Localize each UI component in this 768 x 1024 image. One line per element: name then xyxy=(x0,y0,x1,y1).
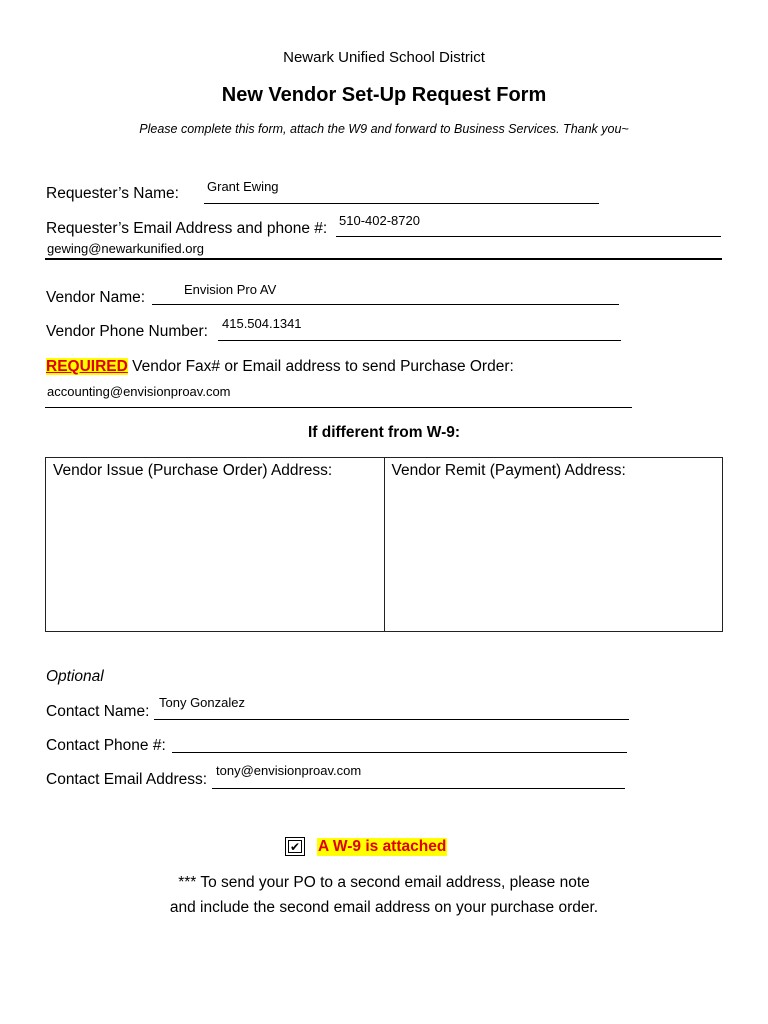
requester-name-value[interactable]: Grant Ewing xyxy=(207,179,279,194)
requester-phone-value[interactable]: 510-402-8720 xyxy=(339,213,420,228)
requester-name-label: Requester’s Name: xyxy=(46,185,179,202)
requester-phone-line xyxy=(336,236,721,237)
vendor-po-value[interactable]: accounting@envisionproav.com xyxy=(47,384,231,399)
requester-email-value[interactable]: gewing@newarkunified.org xyxy=(47,241,205,256)
requester-name-line xyxy=(204,203,599,204)
vendor-name-value[interactable]: Envision Pro AV xyxy=(184,282,277,297)
checkmark-icon: ✔ xyxy=(289,840,301,854)
vendor-po-label-row xyxy=(46,358,514,376)
footer-note-line2: and include the second email address on your purchase order. xyxy=(169,899,599,916)
requester-contact-label: Requester’s Email Address and phone #: xyxy=(46,220,328,237)
form-title: New Vendor Set-Up Request Form xyxy=(221,84,547,106)
remit-address-cell[interactable] xyxy=(384,458,723,632)
contact-name-label: Contact Name: xyxy=(46,703,150,720)
contact-email-label: Contact Email Address: xyxy=(46,771,208,788)
address-table xyxy=(45,457,723,632)
w9-attached-checkbox[interactable] xyxy=(285,837,305,856)
form-instructions: Please complete this form, attach the W9 and forward to Business Services. Thank you~ xyxy=(139,122,629,136)
issue-address-cell[interactable] xyxy=(46,458,385,632)
optional-heading: Optional xyxy=(46,668,104,685)
vendor-po-label: Vendor Fax# or Email address to send Purchase Order: xyxy=(132,358,514,375)
contact-email-value[interactable]: tony@envisionproav.com xyxy=(216,763,362,778)
vendor-name-label: Vendor Name: xyxy=(46,289,146,306)
vendor-phone-line xyxy=(218,340,621,341)
contact-name-line xyxy=(154,719,629,720)
vendor-po-line xyxy=(45,407,632,408)
vendor-phone-label: Vendor Phone Number: xyxy=(46,323,208,340)
contact-phone-line[interactable] xyxy=(172,752,627,753)
requester-email-line xyxy=(45,258,722,260)
required-tag: REQUIRED xyxy=(46,358,128,375)
contact-phone-label: Contact Phone #: xyxy=(46,737,166,754)
vendor-phone-value[interactable]: 415.504.1341 xyxy=(222,316,302,331)
vendor-name-line xyxy=(152,304,619,305)
district-name: Newark Unified School District xyxy=(283,49,485,66)
remit-address-label: Vendor Remit (Payment) Address: xyxy=(391,462,626,479)
w9-difference-heading: If different from W-9: xyxy=(307,424,461,441)
contact-email-line xyxy=(212,788,625,789)
issue-address-label: Vendor Issue (Purchase Order) Address: xyxy=(53,462,333,479)
contact-name-value[interactable]: Tony Gonzalez xyxy=(159,695,245,710)
w9-attached-label: A W-9 is attached xyxy=(318,838,447,855)
footer-note-line1: *** To send your PO to a second email address, please note xyxy=(178,874,590,891)
